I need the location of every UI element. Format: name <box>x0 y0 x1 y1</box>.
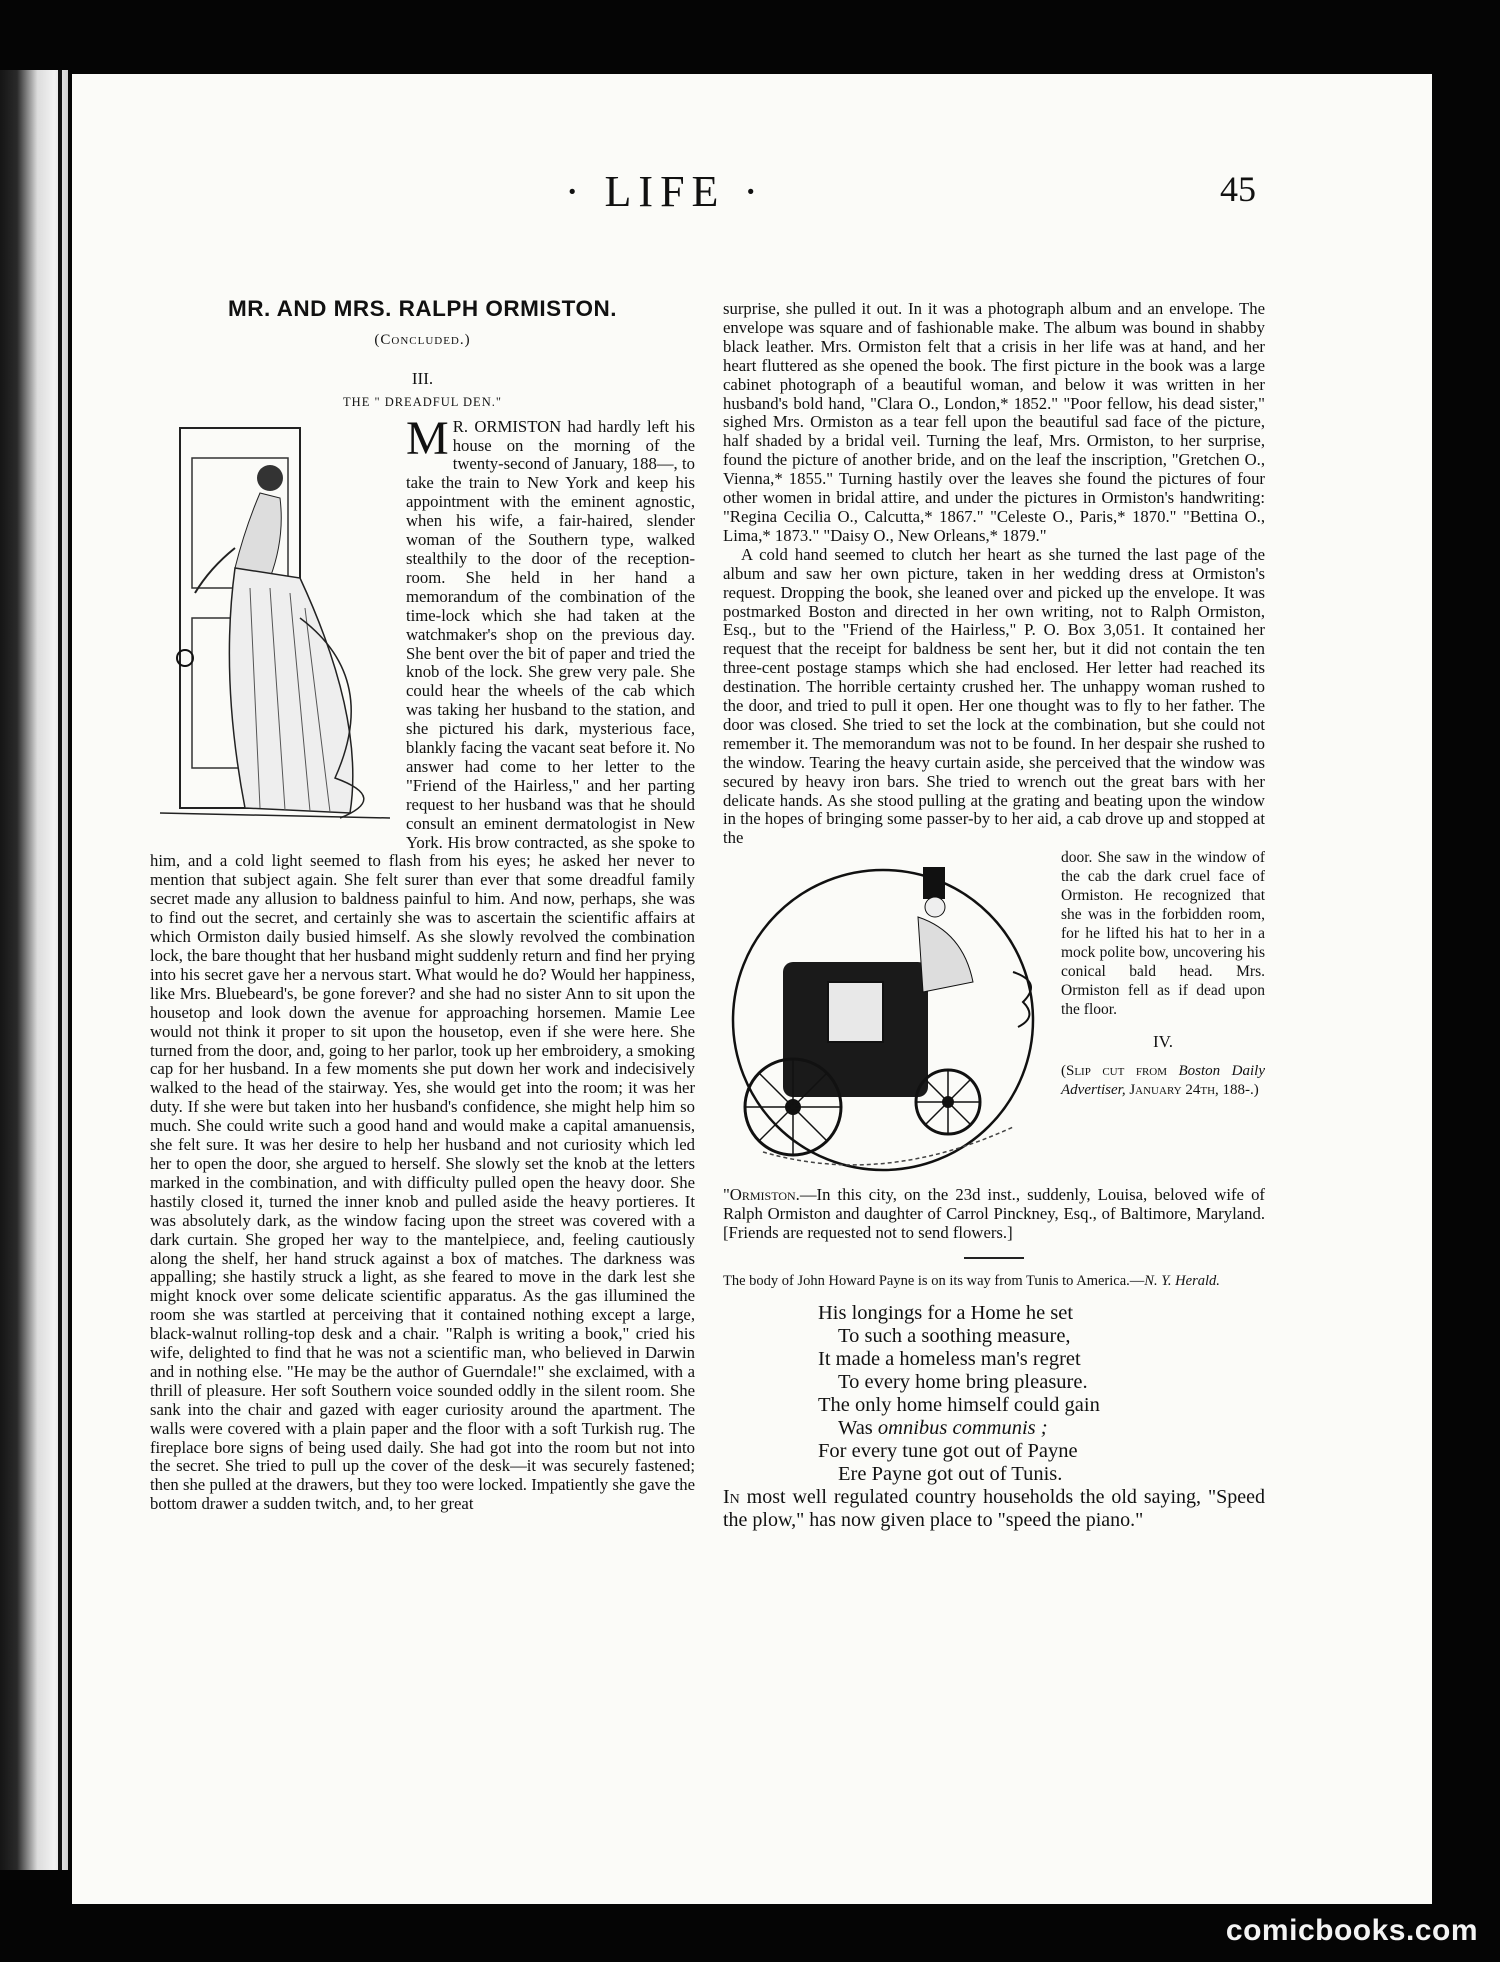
poem-line: For every tune got out of Payne <box>818 1440 1078 1462</box>
story-paragraph-two: A cold hand seemed to clutch her heart as she turned the last page of the album and saw her own picture, taken in her wedding dress at Ormiston's request. Dropping the book, she leaned over and picked up the envelope. It was postmarked Boston and directed in her own writing, not to Ralph Ormiston, Esq., but to the "Friend of the Hairless," P. O. Box 3,051. It contained her request that the receipt for baldness be sent her, but it did not contain the ten three-cent postage stamps which she had enclosed. Her letter had reached its destination. The horrible certainty crushed her. The unhappy woman rushed to the door, and tried to pull it open. Her one thought was to fly to her father. The door was closed. She tried to set the lock at the combination, but she could not remember it. The memorandum was not to be found. In her despair she rushed to the window. Tearing the heavy curtain aside, she perceived that the window was secured by heavy iron bars. She tried to wrench out the great bars with her delicate hands. As she stood pulling at the grating and beating upon the window in the hopes of bringing some passer-by to her aid, a cab drove up and stopped at the <box>723 544 1265 848</box>
payne-poem <box>818 1302 1265 1486</box>
poem-line: It made a homeless man's regret <box>818 1348 1081 1370</box>
section-three-number: III. <box>411 368 434 388</box>
concluded-note: (Concluded.) <box>374 331 471 348</box>
cab-block <box>723 848 1265 1184</box>
site-watermark: comicbooks.com <box>1225 1914 1478 1947</box>
cab-illustration <box>723 852 1053 1182</box>
section-three-heading: THE " DREADFUL DEN." <box>343 394 502 409</box>
cab-wrap-text: door. She saw in the window of the cab the dark cruel face of Ormiston. He recognized that she was in the forbidden room, for he lifted his hat to her in a mock polite bow, uncovering his conical bald head. Mrs. Ormiston fell as if dead upon the floor. <box>1061 849 1265 1019</box>
right-column <box>723 300 1265 1531</box>
closing-text: most well regulated country households the old saying, "Speed the plow," has now given place to "speed the piano." <box>723 1486 1265 1531</box>
magazine-title: · LIFE · <box>564 167 766 216</box>
story-paragraph-one-continued: surprise, she pulled it out. In it was a photograph album and an envelope. The envelope was square and of fashionable make. The album was bound in shabby black leather. Mrs. Ormiston felt that a crisis in her life was at hand, and her heart fluttered as she opened the book. The first picture in the book was a large cabinet photograph of a beautiful woman, and below it was written in her husband's bold hand, "Clara O., London,* 1852." "Poor fellow, his dead sister," sighed Mrs. Ormiston as a tear fell upon the beautiful sad face of the picture, half shaded by a bridal veil. Turning the leaf, Mrs. Ormiston, to her surprise, found the picture of another bride, and on the leaf the inscription, "Gretchen O., Vienna,* 1855." Turning hastily over the leaves she found the pictures of four other women in bridal attire, and under the pictures in Ormiston's handwriting: "Regina Cecilia O., Calcutta,* 1867." "Celeste O., Paris,* 1870." "Bettina O., Lima,* 1873." "Daisy O., New Orleans,* 1879." <box>723 299 1265 545</box>
poem-line-start: Was <box>838 1417 873 1439</box>
poem-line: Ere Payne got out of Tunis. <box>838 1463 1063 1485</box>
closing-lead: In <box>723 1486 740 1508</box>
woman-at-door-illustration <box>150 418 400 835</box>
drop-cap: M <box>406 417 449 465</box>
page-number: 45 <box>1220 169 1256 209</box>
poem-line: His longings for a Home he set <box>818 1302 1074 1324</box>
section-four-number: IV. <box>1153 1032 1173 1052</box>
poem-line: The only home himself could gain <box>818 1394 1100 1416</box>
obituary-text: —In this city, on the 23d inst., suddenly, Louisa, beloved wife of Ralph Ormiston and daughter of Carrol Pinckney, Esq., of Baltimore, Maryland. [Friends are requested not to send flowers.] <box>723 1185 1265 1243</box>
obituary <box>723 1186 1265 1243</box>
poem-line <box>818 1417 1265 1440</box>
opening-block <box>150 418 695 1515</box>
binding-edge <box>0 70 68 1870</box>
poem-italic-phrase: omnibus communis ; <box>877 1417 1048 1439</box>
story-paragraph-one: R. ORMISTON had hardly left his house on the morning of the twenty-second of January, 188—, to take the train to New York and keep his appointment with the eminent agnostic, when his wife, a fair-haired, slender woman of the Southern type, walked stealthily to the door of the reception-room. She held in her hand a memorandum of the combination of the time-lock which she had taken at the watchmaker's shop on the previous day. She bent over the bit of paper and tried the knob of the lock. She grew very pale. She could hear the wheels of the cab which was taking her husband to the station, and she pictured his dark, mysterious face, blankly facing the vacant seat before it. No answer had come to her letter to the "Friend of the Hairless," and her parting request to her husband was that he should consult an eminent dermatologist in New York. His brow contracted, as she spoke to him, and a cold light seemed to flash from his eyes; he asked her never to mention that subject again. She felt surer than ever that some dreadful family secret made any allusion to baldness painful to him. And now, perhaps, she was to find out the secret, and certainly she was to ascertain the scientific affairs at which Ormiston daily busied himself. As she slowly revolved the combination lock, the bare thought that her husband might suddenly return and find her prying into his secret gave her a nervous start. What would he do? Would her happiness, like Mrs. Bluebeard's, be gone forever? and she had no sister Ann to sit upon the housetop and look down the avenue for approaching horsemen. Mamie Lee would not think it proper to sit upon the housetop, even if she were here. She turned from the door, and, going to her parlor, took up her embroidery, a smoking cap for her husband. In a few moments she put down her work and indecisively walked to the head of the stairway. Yes, she would get into the room; it was her duty. If she were but taken into her husband's confidence, she might help him so much. She could write such a good hand and would make a capital amanuensis, she felt sure. It was her desire to help her husband and not curiosity which led her to open the door, she argued to herself. She slowly set the knob at the letters marked in the combination, and with difficulty pulled open the heavy door. She hastily closed it, turned the inner knob and pulled aside the heavy portieres. It was absolutely dark, as the window facing upon the street was covered with a dark curtain. She groped her way to the mantelpiece, and, feeling cautiously along the shelf, her hand struck against a box of matches. The darkness was appalling; she hastily struck a light, as she feared to move in the dark lest she might knock over some delicate scientific apparatus. As the gas illumined the room she was startled at perceiving that it contained nothing except a large, black-walnut rolling-top desk and a chair. "Ralph is writing a book," cried his wife, delighted to find that he was not a scientific man, who believed in Darwin and in nothing else. "He may be the author of Guerndale!" she exclaimed, with a thrill of pleasure. Her soft Southern voice sounded oddly in the silent room. She sank into the chair and gazed with eager curiosity around the apartment. The walls were covered with a plain paper and the floor with a soft Turkish rug. The fireplace bore signs of being used daily. She had got into the room but not into the secret. She tried to pull up the cover of the desk—it was securely fastened; then she pulled at the drawers, but they too were locked. Impatiently she gave the bottom drawer a sudden twitch, and, to her great <box>150 417 695 1514</box>
closing-paragraph <box>723 1486 1265 1531</box>
slip-label: (Slip cut from <box>1061 1063 1168 1080</box>
slip-source: Boston Daily Advertiser, <box>1061 1063 1265 1099</box>
binding-rule <box>58 70 62 1870</box>
poem-line: To every home bring pleasure. <box>838 1371 1088 1393</box>
payne-note-source: N. Y. Herald. <box>1144 1273 1220 1289</box>
slip-date: January 24th, 188-.) <box>1129 1082 1259 1099</box>
left-column <box>150 296 695 1514</box>
story-title: MR. AND MRS. RALPH ORMISTON. <box>228 296 617 321</box>
payne-note-text: The body of John Howard Payne is on its way from Tunis to America.— <box>723 1273 1145 1289</box>
payne-news-note <box>723 1273 1265 1290</box>
section-divider <box>964 1257 1024 1259</box>
poem-line: To such a soothing measure, <box>838 1325 1071 1347</box>
obituary-name: "Ormiston. <box>723 1185 800 1205</box>
